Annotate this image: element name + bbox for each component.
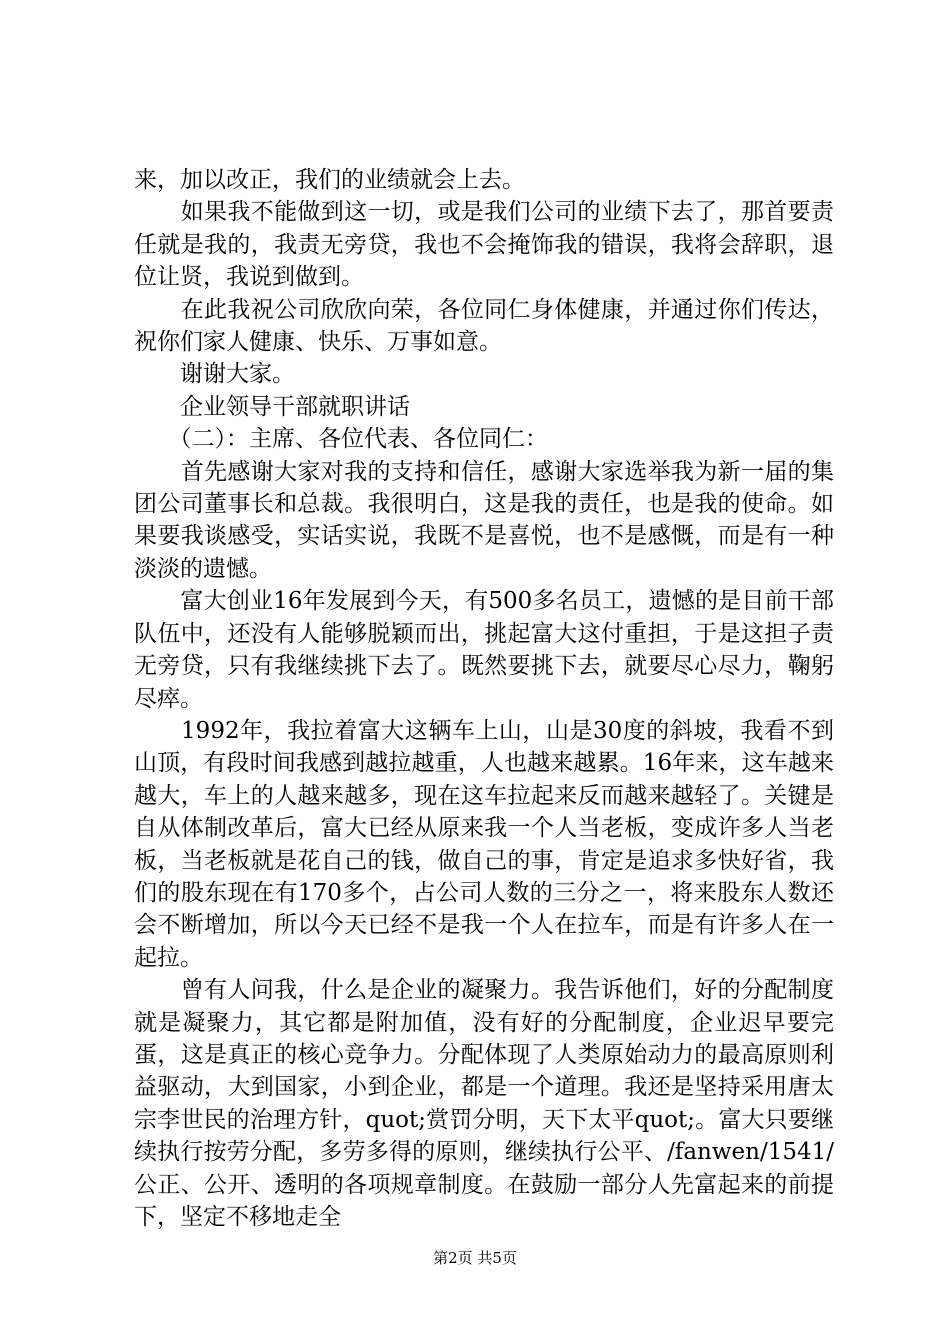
paragraph: 首先感谢大家对我的支持和信任，感谢大家选举我为新一届的集团公司董事长和总裁。我很明白，这是我的责任，也是我的使命。如果要我谈感受，实话实说，我既不是喜悦，也不是感慨，而是有一种淡淡的遗憾。: [134, 458, 834, 582]
section-heading: 企业领导干部就职讲话: [134, 393, 410, 420]
paragraph: 如果我不能做到这一切，或是我们公司的业绩下去了，那首要责任就是我的，我责无旁贷，我也不会掩饰我的错误，我将会辞职，退位让贤，我说到做到。: [134, 199, 834, 291]
paragraph: 曾有人问我，什么是企业的凝聚力。我告诉他们，好的分配制度就是凝聚力，其它都是附加值，没有好的分配制度，企业迟早要完蛋，这是真正的核心竞争力。分配体现了人类原始动力的最高原则利益驱动，大到国家，小到企业，都是一个道理。我还是坚持采用唐太宗李世民的治理方针，quot;赏罚分明，天下太平quot;。富大只要继续执行按劳分配，多劳多得的原则，继续执行公平、/fanwen/1541/公正、公开、透明的各项规章制度。在鼓励一部分人先富起来的前提下，坚定不移地走全: [134, 977, 834, 1230]
salutation: （二）：主席、各位代表、各位同仁：: [134, 426, 548, 453]
paragraph: 谢谢大家。: [134, 361, 295, 388]
paragraph: 1992年，我拉着富大这辆车上山，山是30度的斜坡，我看不到山顶，有段时间我感到越拉越重，人也越来越累。16年来，这车越来越大，车上的人越来越多，现在这车拉起来反而越来越轻了。关键是自从体制改革后，富大已经从原来我一个人当老板，变成许多人当老板，当老板就是花自己的钱，做自己的事，肯定是追求多快好省，我们的股东现在有170多个，占公司人数的三分之一，将来股东人数还会不断增加，所以今天已经不是我一个人在拉车，而是有许多人在一起拉。: [134, 717, 834, 971]
document-body: [134, 164, 834, 1233]
paragraph: 在此我祝公司欣欣向荣，各位同仁身体健康，并通过你们传达，祝你们家人健康、快乐、万事如意。: [134, 296, 834, 356]
page-number-footer: 第2页 共5页: [433, 1249, 517, 1267]
paragraph: 富大创业16年发展到今天，有500多名员工，遗憾的是目前干部队伍中，还没有人能够脱颖而出，挑起富大这付重担，于是这担子责无旁贷，只有我继续挑下去了。既然要挑下去，就要尽心尽力，鞠躬尽瘁。: [134, 588, 834, 712]
paragraph: 来，加以改正，我们的业绩就会上去。: [134, 167, 525, 193]
